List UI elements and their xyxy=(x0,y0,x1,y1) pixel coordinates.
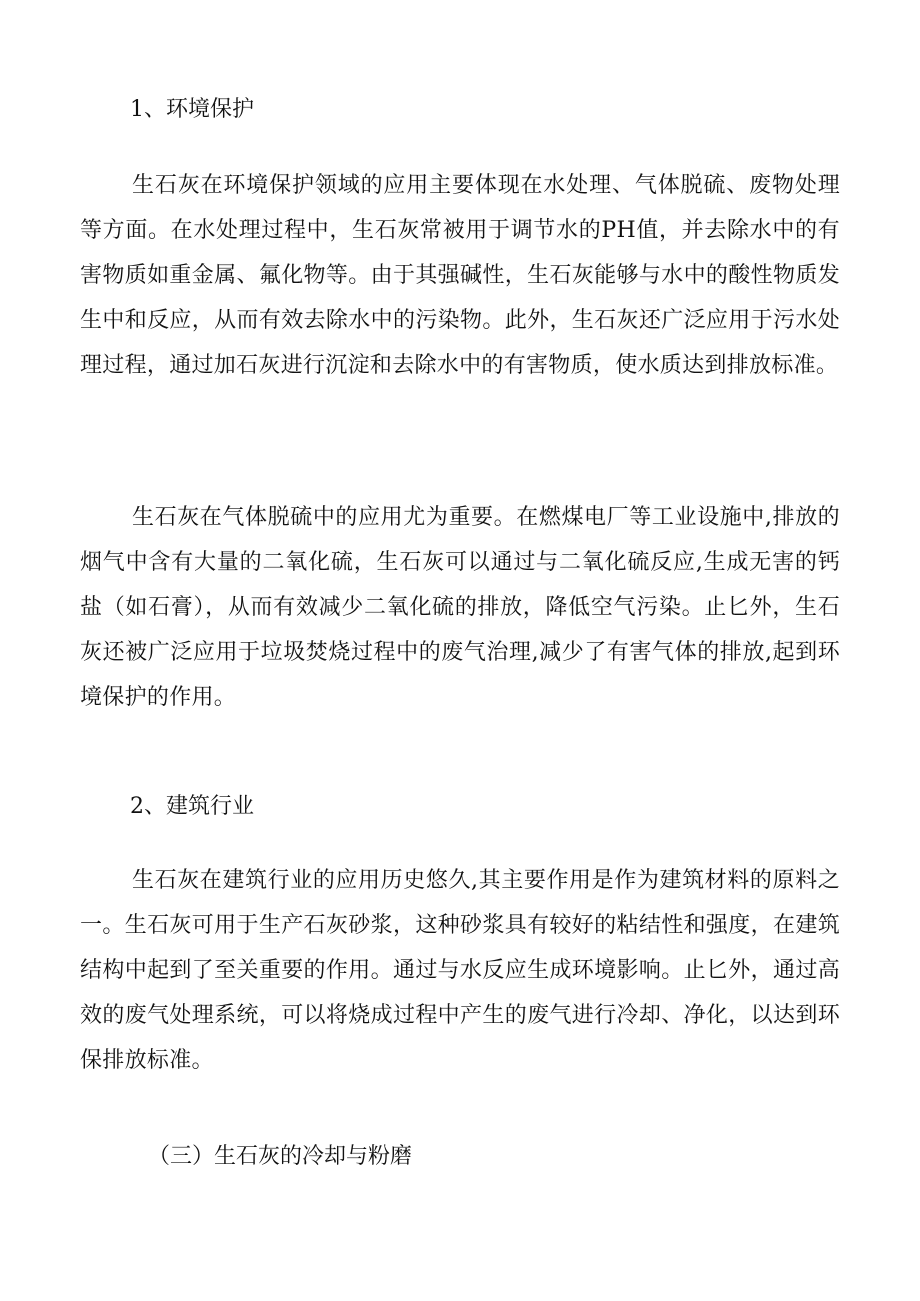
paragraph-construction: 生石灰在建筑行业的应用历史悠久,其主要作用是作为建筑材料的原料之一。生石灰可用于生产石灰砂浆，这种砂浆具有较好的粘结性和强度，在建筑结构中起到了至关重要的作用。通过与水反应生成环境影响。止匕外，通过高效的废气处理系统，可以将烧成过程中产生的废气进行冷却、净化，以达到环保排放标准。 xyxy=(80,868,840,1073)
paragraph-environment-water: 生石灰在环境保护领域的应用主要体现在水处理、气体脱硫、废物处理等方面。在水处理过程中，生石灰常被用于调节水的PH值，并去除水中的有害物质如重金属、氟化物等。由于其强碱性，生石灰能够与水中的酸性物质发生中和反应，从而有效去除水中的污染物。此外，生石灰还广泛应用于污水处理过程，通过加石灰进行沉淀和去除水中的有害物质，使水质达到排放标准。 xyxy=(80,173,840,378)
section-heading-cooling-grinding: （三）生石灰的冷却与粉磨 xyxy=(148,1144,413,1169)
paragraph-environment-desulfurization: 生石灰在气体脱硫中的应用尤为重要。在燃煤电厂等工业设施中,排放的烟气中含有大量的二氧化硫，生石灰可以通过与二氧化硫反应,生成无害的钙盐（如石膏），从而有效减少二氧化硫的排放，降低空气污染。止匕外，生石灰还被广泛应用于垃圾焚烧过程中的废气治理,减少了有害气体的排放,起到环境保护的作用。 xyxy=(80,505,840,710)
section-heading-construction: 2、建筑行业 xyxy=(130,794,254,819)
section-heading-environment: 1、环境保护 xyxy=(130,97,254,122)
